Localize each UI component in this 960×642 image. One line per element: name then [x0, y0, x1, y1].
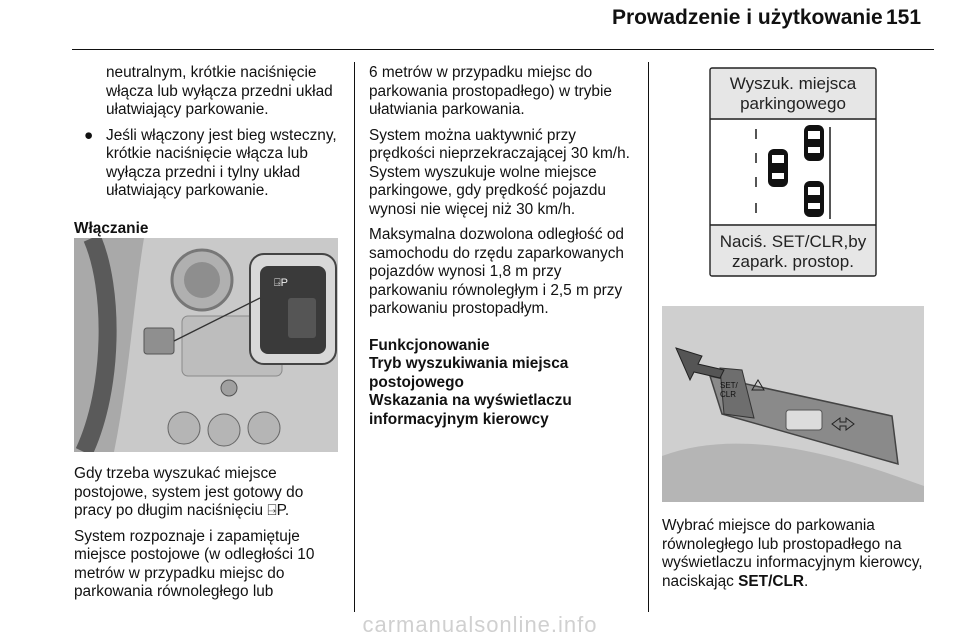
paragraph: System rozpoznaje i zapamiętuje miejsce postojowe (w odległości 10 metrów w przypadku miejsc do parkowania równoległego lub [74, 527, 315, 600]
section-heading: Włączanie [74, 219, 149, 237]
watermark: carmanualsonline.info [362, 612, 598, 637]
set-clr-button-label: SET/ [720, 381, 738, 390]
paragraph [74, 465, 342, 521]
display-top-line-1: Wyszuk. miejsca [729, 74, 857, 93]
own-car-icon [768, 149, 788, 187]
page-header-title: Prowadzenie i użytkowanie [612, 6, 883, 29]
display-bottom-line-2: zapark. prostop. [732, 252, 854, 271]
display-top-line-2: parkingowego [740, 94, 846, 113]
bullet-item [74, 127, 342, 201]
paragraph [662, 517, 932, 591]
header-rule [72, 49, 934, 50]
paragraph-end: . [284, 502, 290, 519]
steering-stalk-illustration [662, 306, 924, 502]
column-divider-2 [648, 62, 649, 612]
display-bottom-line-1: Naciś. SET/CLR,by [719, 232, 867, 251]
paragraph-end: . [803, 572, 809, 590]
svg-text:CLR: CLR [720, 390, 737, 399]
subsection-heading: Tryb wyszukiwania miejsca postojowego [369, 355, 569, 391]
paragraph: System można uaktywnić przy prędkości nieprzekraczającej 30 km/h. System wyszukuje wolne miejsce parkingowe, gdy prędkość pojazdu wynosi nie więcej niż 30 km/h. [369, 126, 630, 218]
bullet-text: Jeśli włączony jest bieg wsteczny, krótkie naciśnięcie włącza lub wyłącza przedni i tylny układ ułatwiający parkowanie. [106, 126, 337, 199]
column-divider-1 [354, 62, 355, 612]
paragraph-text: Wybrać miejsce do parkowania równoległego lub prostopadłego na wyświetlaczu informacyjnym kierowcy, naciskając [662, 517, 923, 590]
parked-car-icon [804, 181, 824, 217]
set-clr-label: SET/CLR [738, 572, 804, 590]
display-drawing [662, 63, 924, 278]
page-number: 151 [886, 6, 922, 29]
paragraph: Maksymalna dozwolona odległość od samochodu do rzędu zaparkowanych pojazdów wynosi 1,8 m przy parkowaniu równoległym i 2,5 m przy parkowaniu prostopadłym. [369, 226, 624, 317]
parked-car-icon [804, 125, 824, 161]
column-3-text [662, 517, 932, 598]
column-1 [74, 64, 342, 245]
paragraph: 6 metrów w przypadku miejsc do parkowania prostopadłego) w trybie ułatwiania parkowania. [369, 64, 612, 118]
column-2 [369, 64, 637, 436]
section-heading: Funkcjonowanie [369, 336, 490, 354]
svg-text:⍈P: ⍈P [274, 277, 288, 289]
dashboard-drawing [74, 238, 338, 452]
bullet-dot-icon: ● [84, 126, 94, 144]
dashboard-illustration [74, 238, 338, 452]
column-1-lower [74, 465, 342, 609]
driver-info-display-illustration [662, 63, 924, 278]
paragraph: neutralnym, krótkie naciśnięcie włącza lub wyłącza przedni układ ułatwiający parkowanie. [106, 64, 333, 118]
parking-assist-icon: ⍈P [267, 502, 285, 519]
subsection-heading: Wskazania na wyświetlaczu informacyjnym kierowcy [369, 392, 572, 428]
stalk-drawing [662, 306, 924, 502]
paragraph-text: Gdy trzeba wyszukać miejsce postojowe, system jest gotowy do pracy po długim naciśnięciu [74, 465, 304, 519]
